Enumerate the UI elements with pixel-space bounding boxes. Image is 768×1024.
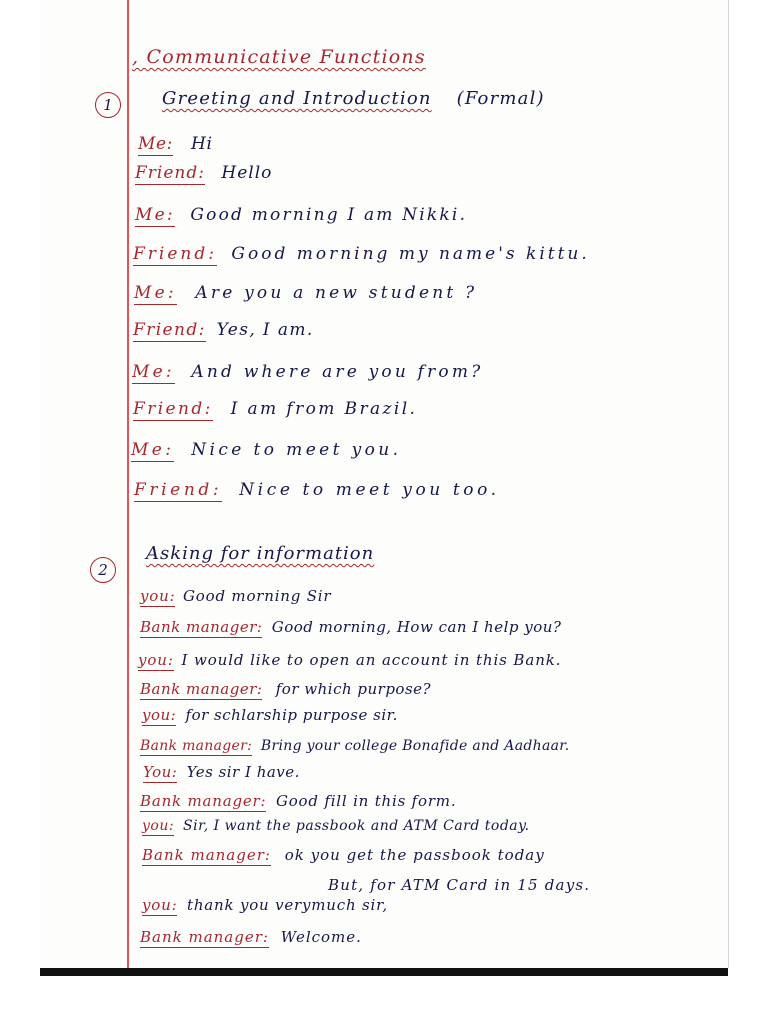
dialogue-text: I would like to open an account in this Bank.	[181, 651, 562, 669]
dialogue-line	[140, 738, 569, 754]
dialogue-line	[135, 205, 467, 225]
dialogue-line	[138, 134, 212, 154]
dialogue-text: Good morning Sir	[183, 587, 332, 605]
speaker-label: Friend:	[134, 480, 223, 500]
dialogue-line	[143, 763, 300, 781]
speaker-label: Bank manager:	[140, 928, 269, 946]
section-heading-asking: Asking for information	[146, 543, 375, 564]
speaker-label: Me:	[131, 440, 175, 460]
dialogue-text: Good morning I am Nikki.	[190, 205, 468, 225]
dialogue-line	[328, 876, 590, 894]
dialogue-text: ok you get the passbook today	[284, 846, 545, 864]
speaker-label: You:	[143, 763, 178, 781]
dialogue-line	[142, 846, 545, 864]
dialogue-text: Nice to meet you.	[191, 440, 402, 460]
dialogue-text: for schlarship purpose sir.	[185, 706, 398, 724]
dialogue-text: Yes sir I have.	[186, 763, 300, 781]
dialogue-line	[142, 896, 388, 914]
dialogue-text: for which purpose?	[275, 680, 432, 698]
speaker-label: you:	[142, 706, 177, 724]
dialogue-line	[133, 399, 417, 419]
page-title: , Communicative Functions	[132, 46, 426, 68]
dialogue-text: Good fill in this form.	[275, 792, 457, 810]
dialogue-text: But, for ATM Card in 15 days.	[328, 876, 591, 894]
speaker-label: Bank manager:	[140, 738, 253, 754]
dialogue-line	[140, 587, 331, 605]
speaker-label: Friend:	[133, 399, 213, 419]
dialogue-line	[140, 680, 431, 698]
speaker-label: you:	[142, 896, 178, 914]
dialogue-text: Bring your college Bonafide and Aadhaar.	[260, 738, 570, 754]
dialogue-text: Good morning my name's kittu.	[231, 244, 590, 264]
speaker-label: Bank manager:	[140, 680, 263, 698]
dialogue-text: Are you a new student ?	[195, 283, 478, 303]
speaker-label: Bank manager:	[140, 618, 263, 636]
dialogue-line	[140, 618, 561, 636]
dialogue-text: Hi	[191, 134, 213, 154]
section-number-1: 1	[95, 92, 121, 118]
dialogue-line	[140, 928, 362, 946]
speaker-label: Friend:	[133, 244, 217, 264]
dialogue-line	[131, 440, 401, 460]
dialogue-text: Sir, I want the passbook and ATM Card today.	[183, 818, 530, 834]
dialogue-line	[133, 320, 314, 340]
speaker-label: Friend:	[135, 163, 205, 183]
dialogue-text: And where are you from?	[191, 362, 484, 382]
dialogue-text: thank you verymuch sir,	[187, 896, 388, 914]
speaker-label: Me:	[132, 362, 175, 382]
margin-line	[127, 0, 129, 968]
dialogue-text: Yes, I am.	[216, 320, 314, 340]
dialogue-line	[140, 792, 456, 810]
dialogue-text: Nice to meet you too.	[239, 480, 500, 500]
speaker-label: Bank manager:	[142, 846, 271, 864]
scan-bottom-edge	[40, 968, 728, 976]
dialogue-text: Hello	[221, 163, 273, 183]
dialogue-line	[135, 163, 272, 183]
speaker-label: Me:	[134, 283, 177, 303]
section-heading-note: (Formal)	[456, 88, 545, 109]
dialogue-line	[138, 651, 561, 669]
dialogue-line	[142, 706, 398, 724]
scan-background	[0, 0, 40, 1024]
speaker-label: Me:	[138, 134, 173, 154]
speaker-label: Bank manager:	[140, 792, 267, 810]
speaker-label: you:	[138, 651, 174, 669]
dialogue-line	[132, 362, 483, 382]
speaker-label: Friend:	[133, 320, 206, 340]
dialogue-line	[134, 283, 477, 303]
speaker-label: you:	[140, 587, 176, 605]
speaker-label: you:	[142, 818, 175, 834]
section-number-2: 2	[90, 557, 116, 583]
section-heading-text: Greeting and Introduction	[162, 88, 432, 109]
dialogue-text: I am from Brazil.	[230, 399, 418, 419]
dialogue-text: Welcome.	[280, 928, 362, 946]
section-heading-greeting	[162, 88, 545, 109]
dialogue-line	[142, 818, 530, 834]
dialogue-text: Good morning, How can I help you?	[271, 618, 562, 636]
dialogue-line	[133, 244, 590, 264]
speaker-label: Me:	[135, 205, 175, 225]
dialogue-line	[134, 480, 500, 500]
